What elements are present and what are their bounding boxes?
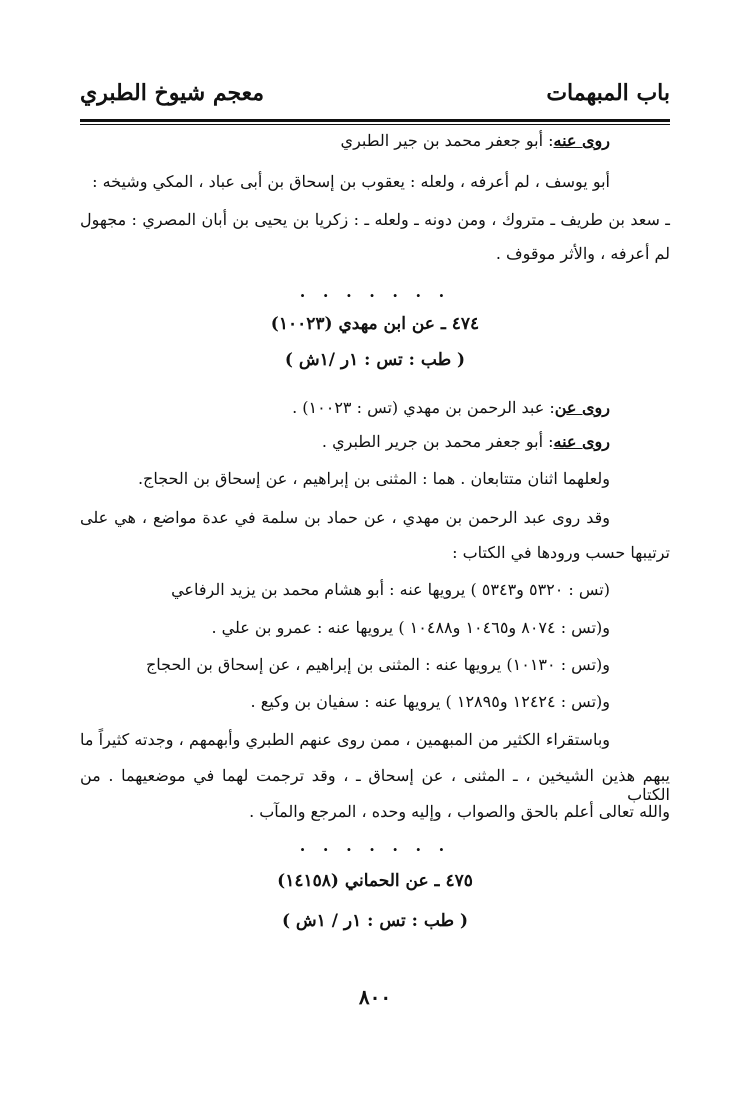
entry-475-reference: ( طب : تس : ١ر / ١ش ) — [281, 911, 469, 931]
body-line-16: والله تعالى أعلم بالحق والصواب ، وإليه وحده ، المرجع والمآب . — [249, 802, 670, 821]
body-line-7: ولعلهما اثنان متتابعان . هما : المثنى بن إبراهيم ، عن إسحاق بن الحجاج. — [137, 469, 610, 488]
narrated-by-text-2: : أبو جعفر محمد بن جرير الطبري . — [321, 432, 554, 451]
narrated-by-text: : أبو جعفر محمد بن جير الطبري — [340, 131, 554, 150]
citation-line-1: (تس : ٥٣٢٠ و٥٣٤٣ ) يرويها عنه : أبو هشام محمد بن يزيد الرفاعي — [171, 580, 610, 599]
narrated-by-label: روى عنه — [553, 131, 610, 150]
narrated-from-label: روى عن — [554, 398, 610, 417]
narrated-by-label-2: روى عنه — [553, 432, 610, 451]
citation-line-3: و(تس : ١٠١٣٠) يرويها عنه : المثنى بن إبراهيم ، عن إسحاق بن الحجاج — [145, 655, 610, 674]
narrated-from-text: : عبد الرحمن بن مهدي (تس : ١٠٠٢٣) . — [292, 398, 555, 417]
header-chapter-title: باب المبهمات — [546, 80, 670, 106]
header-rule-thin — [80, 124, 670, 125]
citation-line-2: و(تس : ٨٠٧٤ و١٠٤٦٥ و١٠٤٨٨ ) يرويها عنه : عمرو بن علي . — [211, 618, 610, 637]
running-header — [80, 80, 670, 116]
header-book-title: معجم شيوخ الطبري — [80, 80, 265, 106]
entry-474-title: ٤٧٤ ـ عن ابن مهدي (١٠٠٢٣) — [270, 314, 480, 334]
body-line-15: يبهم هذين الشيخين ، ـ المثنى ، عن إسحاق ـ ، وقد ترجمت لهما في موضعيهما . من الكتاب — [80, 766, 671, 804]
page-number: ٨٠٠ — [358, 985, 392, 1009]
narrated-from-line — [80, 398, 610, 417]
body-line-9: ترتيبها حسب ورودها في الكتاب : — [452, 543, 670, 562]
section-separator: . . . . . . . — [299, 282, 451, 301]
entry-474-reference: ( طب : تس : ١ر /١ش ) — [284, 350, 466, 370]
narrated-by-line-2 — [80, 432, 610, 451]
entry-475-title: ٤٧٥ ـ عن الحماني (١٤١٥٨) — [277, 871, 473, 891]
narrated-by-line — [80, 131, 610, 150]
body-line-8: وقد روى عبد الرحمن بن مهدي ، عن حماد بن سلمة في عدة مواضع ، هي على — [80, 508, 610, 527]
citation-line-4: و(تس : ١٢٤٢٤ و١٢٨٩٥ ) يرويها عنه : سفيان بن وكيع . — [250, 692, 610, 711]
body-line-3: ـ سعد بن طريف ـ متروك ، ومن دونه ـ ولعله ـ : زكريا بن يحيى بن أبان المصري : مجهول — [80, 210, 670, 229]
header-rule-thick — [80, 119, 670, 122]
body-line-2: أبو يوسف ، لم أعرفه ، ولعله : يعقوب بن إسحاق بن أبى عباد ، المكي وشيخه : — [92, 172, 610, 191]
section-separator-2: . . . . . . . — [299, 836, 451, 855]
body-line-4: لم أعرفه ، والأثر موقوف . — [495, 244, 670, 263]
body-line-14: وباستقراء الكثير من المبهمين ، ممن روى عنهم الطبري وأبهمهم ، وجدته كثيراً ما — [80, 730, 610, 749]
